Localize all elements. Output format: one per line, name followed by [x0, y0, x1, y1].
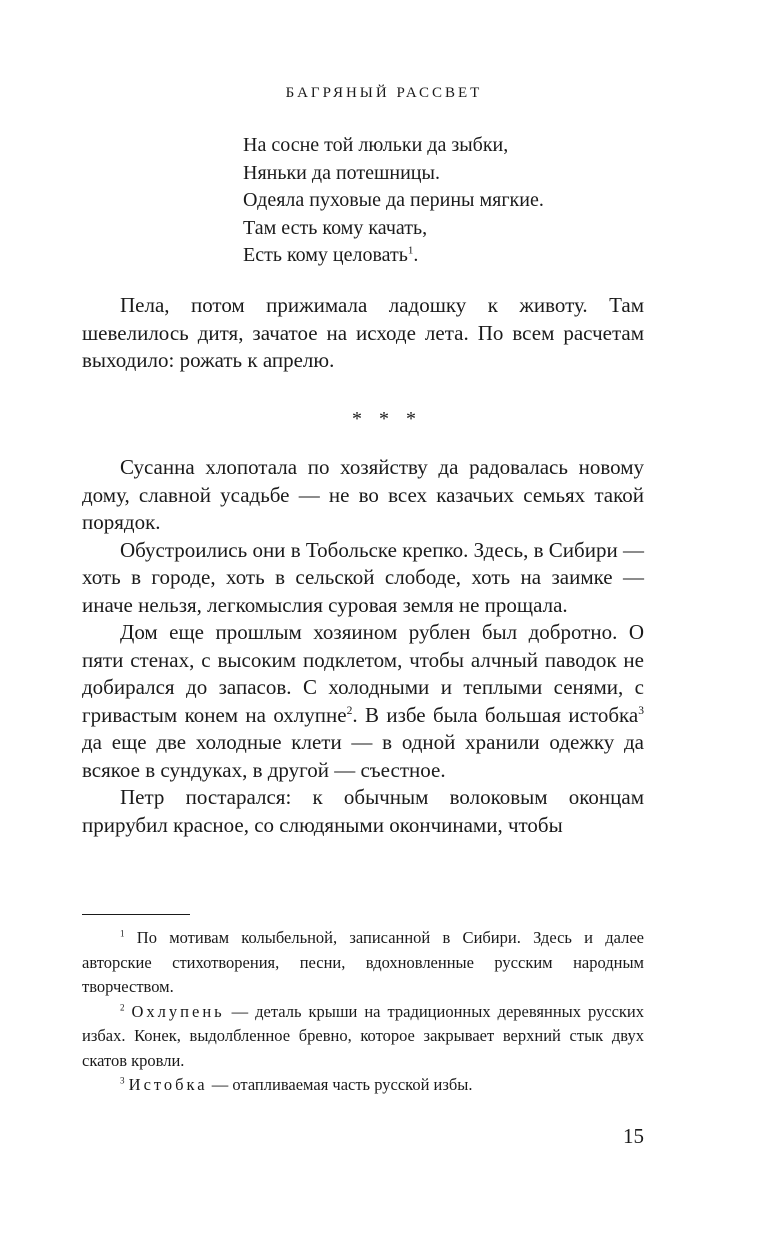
footnote-ref-3[interactable]: 3 — [638, 704, 644, 717]
poem-line: Одеяла пуховые да перины мягкие. — [243, 189, 544, 212]
footnote-term: Истобка — [128, 1075, 208, 1094]
footnote-number: 1 — [120, 928, 125, 939]
paragraph-text: Дом еще прошлым хозяином рублен был добротно. О пяти стенах, с высоким подклетом, чтобы алчный паводок не добирался до запасов. С холодными и теплыми сенями, с гривастым конем на охлупне — [82, 620, 644, 727]
paragraph: Пела, потом прижимала ладошку к животу. Там шевелилось дитя, зачатое на исходе лета. По всем расчетам выходило: рожать к апрелю. — [82, 293, 644, 372]
poem-line: Няньки да потешницы. — [243, 161, 440, 184]
page-number: 15 — [623, 1124, 644, 1148]
footnote-text: По мотивам колыбельной, записанной в Сибири. Здесь и далее авторские стихотворения, песни, вдохновленные русским народным творчеством. — [82, 928, 644, 996]
section-break: * * * — [352, 408, 416, 430]
running-head: БАГРЯНЫЙ РАССВЕТ — [285, 85, 483, 101]
footnote-ref-1[interactable]: 1 — [407, 244, 414, 257]
footnote-1 — [82, 926, 644, 1000]
poem-line-last — [243, 242, 544, 270]
paragraph-text: . В избе была большая истобка — [352, 702, 639, 727]
poem — [243, 132, 544, 270]
footnote-term: Охлупень — [131, 1001, 225, 1021]
poem-line: На сосне той люльки да зыбки, — [243, 134, 509, 156]
poem-line-text: Есть кому целовать — [243, 244, 408, 267]
poem-line: Там есть кому качать, — [243, 216, 428, 239]
text-block-1 — [82, 292, 644, 375]
footnote-3 — [82, 1073, 644, 1098]
paragraph: Сусанна хлопотала по хозяйству да радовалась новому дому, славной усадьбе — не во всех казачьих семьях такой порядок. — [82, 455, 644, 534]
paragraph-text: да еще две холодные клети — в одной хранили одежку да всякое в сундуках, в другой — съестное. — [82, 730, 644, 782]
paragraph — [82, 619, 644, 784]
paragraph: Петр постарался: к обычным волоковым оконцам прирубил красное, со слюдяными окончинами, чтобы — [82, 785, 644, 837]
footnote-divider — [82, 914, 190, 915]
poem-line-end: . — [413, 244, 419, 267]
footnote-ref-2[interactable]: 2 — [346, 704, 353, 717]
footnote-text: — отапливаемая часть русской избы. — [207, 1075, 473, 1094]
footnote-number: 2 — [120, 1002, 125, 1012]
footnotes — [82, 926, 644, 1098]
footnote-2 — [82, 1000, 644, 1074]
paragraph: Обустроились они в Тобольске крепко. Здесь, в Сибири — хоть в городе, хоть в сельской слободе, хоть на заимке — иначе нельзя, легкомыслия суровая земля не прощала. — [82, 537, 644, 617]
text-block-2 — [82, 454, 644, 839]
footnote-number: 3 — [120, 1075, 125, 1086]
footnote-text: — деталь крыши на традиционных деревянных русских избах. Конек, выдолбленное бревно, которое закрывает верхний стык двух скатов кровли. — [82, 1001, 645, 1070]
